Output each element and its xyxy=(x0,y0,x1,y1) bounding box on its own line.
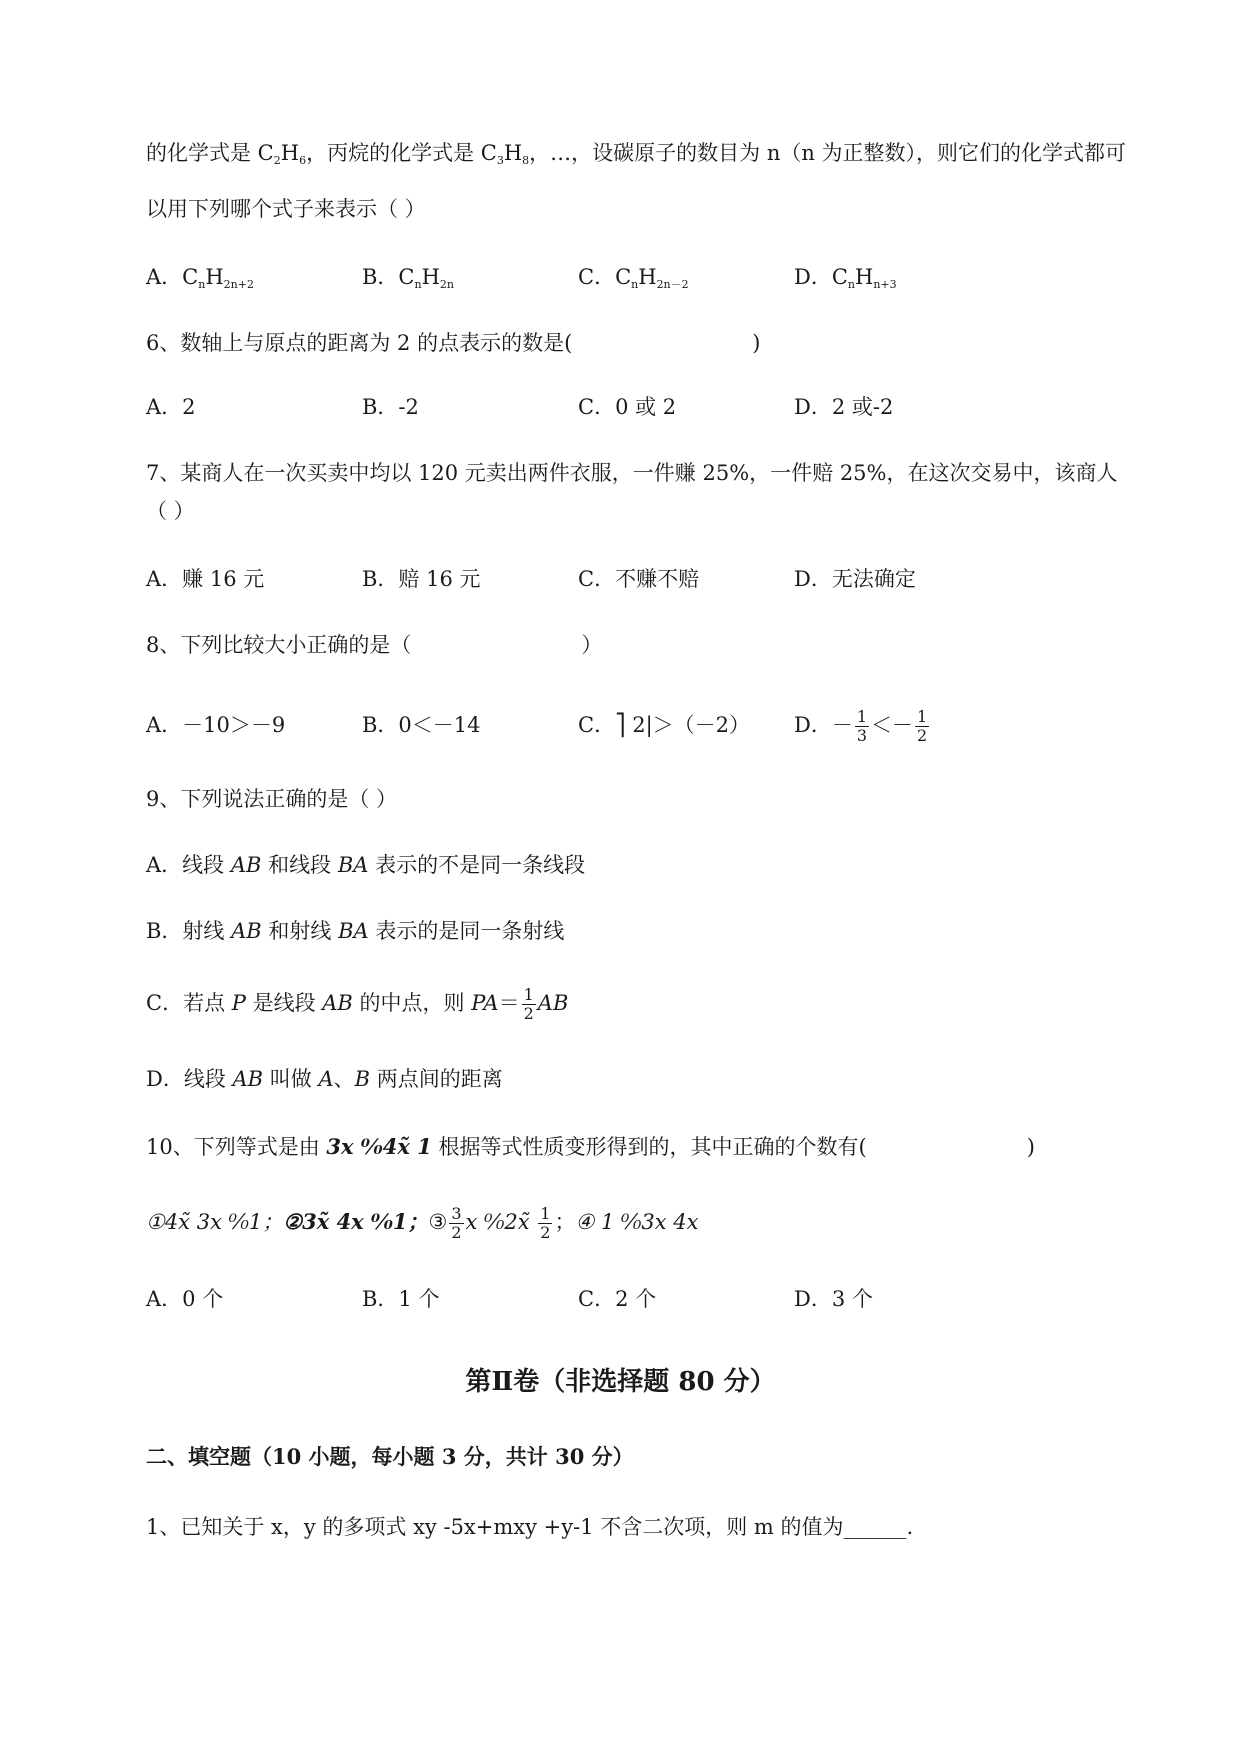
q9-d-text-4: 两点间的距离 xyxy=(370,1067,503,1091)
q9-c-italic-4: AB xyxy=(537,991,569,1015)
q9-a-text-2: 和线段 xyxy=(261,853,338,877)
q9-d-italic-2: A xyxy=(318,1067,334,1091)
q8-option-c: C．⎤ 2|＞（－2） xyxy=(578,713,751,737)
q5-option-c-sub1: n xyxy=(631,278,639,291)
q5-option-b-sub2: 2n xyxy=(439,278,455,291)
q5-option-a-sub2: 2n+2 xyxy=(223,278,254,291)
q5-option-d-sub2: n+3 xyxy=(873,278,897,291)
q5-option-d-sub1: n xyxy=(847,278,855,291)
q9-d-italic-1: AB xyxy=(232,1067,264,1091)
q7-option-c: C．不赚不赔 xyxy=(578,567,700,591)
fraction-denominator: 2 xyxy=(917,726,928,745)
q5-sub-1: 2 xyxy=(273,154,281,167)
q10-item-3-mid: x ⁰⁄₀2x̃ xyxy=(465,1210,537,1234)
q6-close-paren: ) xyxy=(752,331,761,355)
q9-a-italic-2: BA xyxy=(337,853,369,877)
q8-close-paren: ） xyxy=(581,633,603,657)
fraction xyxy=(449,1205,463,1242)
q5-text-4: H xyxy=(503,141,523,165)
q9-a-italic-1: AB xyxy=(230,853,262,877)
q9-d-text-2: 叫做 xyxy=(263,1067,319,1091)
section-heading: 二、填空题（10 小题，每小题 3 分，共计 30 分） xyxy=(146,1444,634,1469)
q6-option-d: D．2 或-2 xyxy=(794,395,894,419)
q10-option-b: B．1 个 xyxy=(362,1287,440,1311)
q5-stem-line2: 以用下列哪个式子来表示（ ） xyxy=(146,197,426,221)
q9-b-italic-2: BA xyxy=(338,919,369,943)
q7-stem: 7、某商人在一次买卖中均以 120 元卖出两件衣服，一件赚 25%，一件赔 25%，在这次交易中，该商人 xyxy=(146,461,1118,485)
q6-option-c: C．0 或 2 xyxy=(578,395,677,419)
q10-item-3-marker: ③ xyxy=(428,1210,448,1234)
fraction-numerator: 1 xyxy=(856,707,868,726)
q9-a-text-1: A．线段 xyxy=(146,853,231,877)
q9-c-text-3: 的中点，则 xyxy=(352,991,472,1015)
fraction xyxy=(538,1205,552,1242)
q6-stem xyxy=(146,328,760,358)
q5-sub-3: 3 xyxy=(496,154,504,167)
q5-option-a xyxy=(146,262,254,300)
q5-option-d xyxy=(794,262,897,300)
part-two-title: 第Ⅱ卷（非选择题 80 分） xyxy=(465,1367,776,1397)
q7-stem-line2: （ ） xyxy=(146,499,195,523)
q10-close-paren: ) xyxy=(1026,1135,1035,1159)
q5-option-d-label: D．C xyxy=(794,265,848,289)
q5-text-1: 的化学式是 C xyxy=(146,141,274,165)
q9-b-italic-1: AB xyxy=(231,919,262,943)
q5-text-3: ，丙烷的化学式是 C xyxy=(306,141,497,165)
q9-option-a xyxy=(146,850,585,880)
fraction xyxy=(522,986,536,1023)
fill-question-1: 1、已知关于 x，y 的多项式 xy -5x+mxy +y-1 不含二次项，则 m 的值为______. xyxy=(146,1515,914,1539)
q10-stem xyxy=(146,1132,1035,1162)
fraction-numerator: 3 xyxy=(451,1204,462,1223)
q5-option-c-label: C．C xyxy=(578,265,632,289)
fraction-denominator: 2 xyxy=(451,1223,462,1242)
q6-stem-text: 6、数轴上与原点的距离为 2 的点表示的数是( xyxy=(146,331,573,355)
q10-option-c: C．2 个 xyxy=(578,1287,657,1311)
q8-option-d-label: D．－ xyxy=(794,713,853,737)
q5-option-b-label: B．C xyxy=(362,265,415,289)
q9-a-text-3: 表示的不是同一条线段 xyxy=(368,853,586,877)
q5-sub-4: 8 xyxy=(522,154,530,167)
q5-text-2: H xyxy=(280,141,300,165)
q9-c-italic-2: AB xyxy=(322,991,353,1015)
fraction xyxy=(915,708,929,745)
q5-option-b-mid: H xyxy=(421,265,440,289)
q10-item-2: ②3x̃ 4x ⁰⁄₀1； xyxy=(283,1209,429,1234)
q7-option-a: A．赚 16 元 xyxy=(146,567,265,591)
q9-c-text-4: ＝ xyxy=(498,991,520,1015)
q9-c-text-2: 是线段 xyxy=(245,991,323,1015)
q5-option-a-sub1: n xyxy=(198,278,206,291)
q10-text-1: 10、下列等式是由 xyxy=(146,1135,327,1159)
q7-option-d: D．无法确定 xyxy=(794,567,916,591)
q8-option-b: B．0＜－14 xyxy=(362,713,481,737)
q5-option-b-sub1: n xyxy=(414,278,422,291)
q8-option-a: A．－10＞－9 xyxy=(146,713,286,737)
q9-d-italic-3: B xyxy=(354,1067,371,1091)
fraction xyxy=(855,708,869,745)
q10-item-3-end: ； xyxy=(554,1210,576,1234)
q8-option-d-mid: ＜－ xyxy=(871,713,914,737)
q10-text-2: 根据等式性质变形得到的，其中正确的个数有( xyxy=(431,1135,867,1159)
fraction-numerator: 1 xyxy=(540,1204,551,1223)
q5-option-c-mid: H xyxy=(638,265,657,289)
q9-option-b xyxy=(146,916,564,946)
q5-option-a-label: A．C xyxy=(146,265,199,289)
q5-text-5: ，…，设碳原子的数目为 n（n 为正整数），则它们的化学式都可 xyxy=(529,141,1127,165)
q9-stem: 9、下列说法正确的是（ ） xyxy=(146,787,398,811)
q9-d-text-1: D．线段 xyxy=(146,1067,233,1091)
fraction-numerator: 1 xyxy=(917,707,928,726)
q9-option-d xyxy=(146,1064,503,1094)
q5-option-b xyxy=(362,262,454,300)
q9-b-text-1: B．射线 xyxy=(146,919,232,943)
q10-equation: 3x ⁰⁄₀4x̃ 1 xyxy=(326,1134,432,1159)
q9-d-text-3: 、 xyxy=(333,1067,355,1091)
q10-items xyxy=(146,1196,698,1248)
fraction-denominator: 2 xyxy=(523,1004,534,1023)
q8-stem xyxy=(146,630,602,660)
q5-stem-line1 xyxy=(146,138,1126,176)
q5-option-c-sub2: 2n－2 xyxy=(656,278,689,291)
q5-option-a-mid: H xyxy=(205,265,224,289)
q8-stem-text: 8、下列比较大小正确的是（ xyxy=(146,633,412,657)
q5-option-d-mid: H xyxy=(855,265,874,289)
q10-item-1: ①4x̃ 3x ⁰⁄₀1； xyxy=(146,1210,284,1234)
q10-item-4: ④ 1 ⁰⁄₀3x 4x xyxy=(575,1210,699,1234)
q6-option-b: B．-2 xyxy=(362,395,419,419)
q7-option-b: B．赔 16 元 xyxy=(362,567,481,591)
fraction-denominator: 3 xyxy=(856,726,868,745)
fraction-denominator: 2 xyxy=(540,1223,551,1242)
q5-sub-2: 6 xyxy=(299,154,307,167)
fraction-numerator: 1 xyxy=(523,985,534,1004)
q10-option-a: A．0 个 xyxy=(146,1287,224,1311)
q8-option-d xyxy=(794,700,931,750)
q9-option-c xyxy=(146,978,568,1028)
q6-option-a: A．2 xyxy=(146,395,196,419)
q9-b-text-3: 表示的是同一条射线 xyxy=(368,919,565,943)
q10-option-d: D．3 个 xyxy=(794,1287,873,1311)
q5-option-c xyxy=(578,262,689,300)
q9-c-text-1: C．若点 xyxy=(146,991,232,1015)
q9-c-italic-1: P xyxy=(231,991,246,1015)
q9-b-text-2: 和射线 xyxy=(261,919,339,943)
q9-c-italic-3: PA xyxy=(471,991,499,1015)
